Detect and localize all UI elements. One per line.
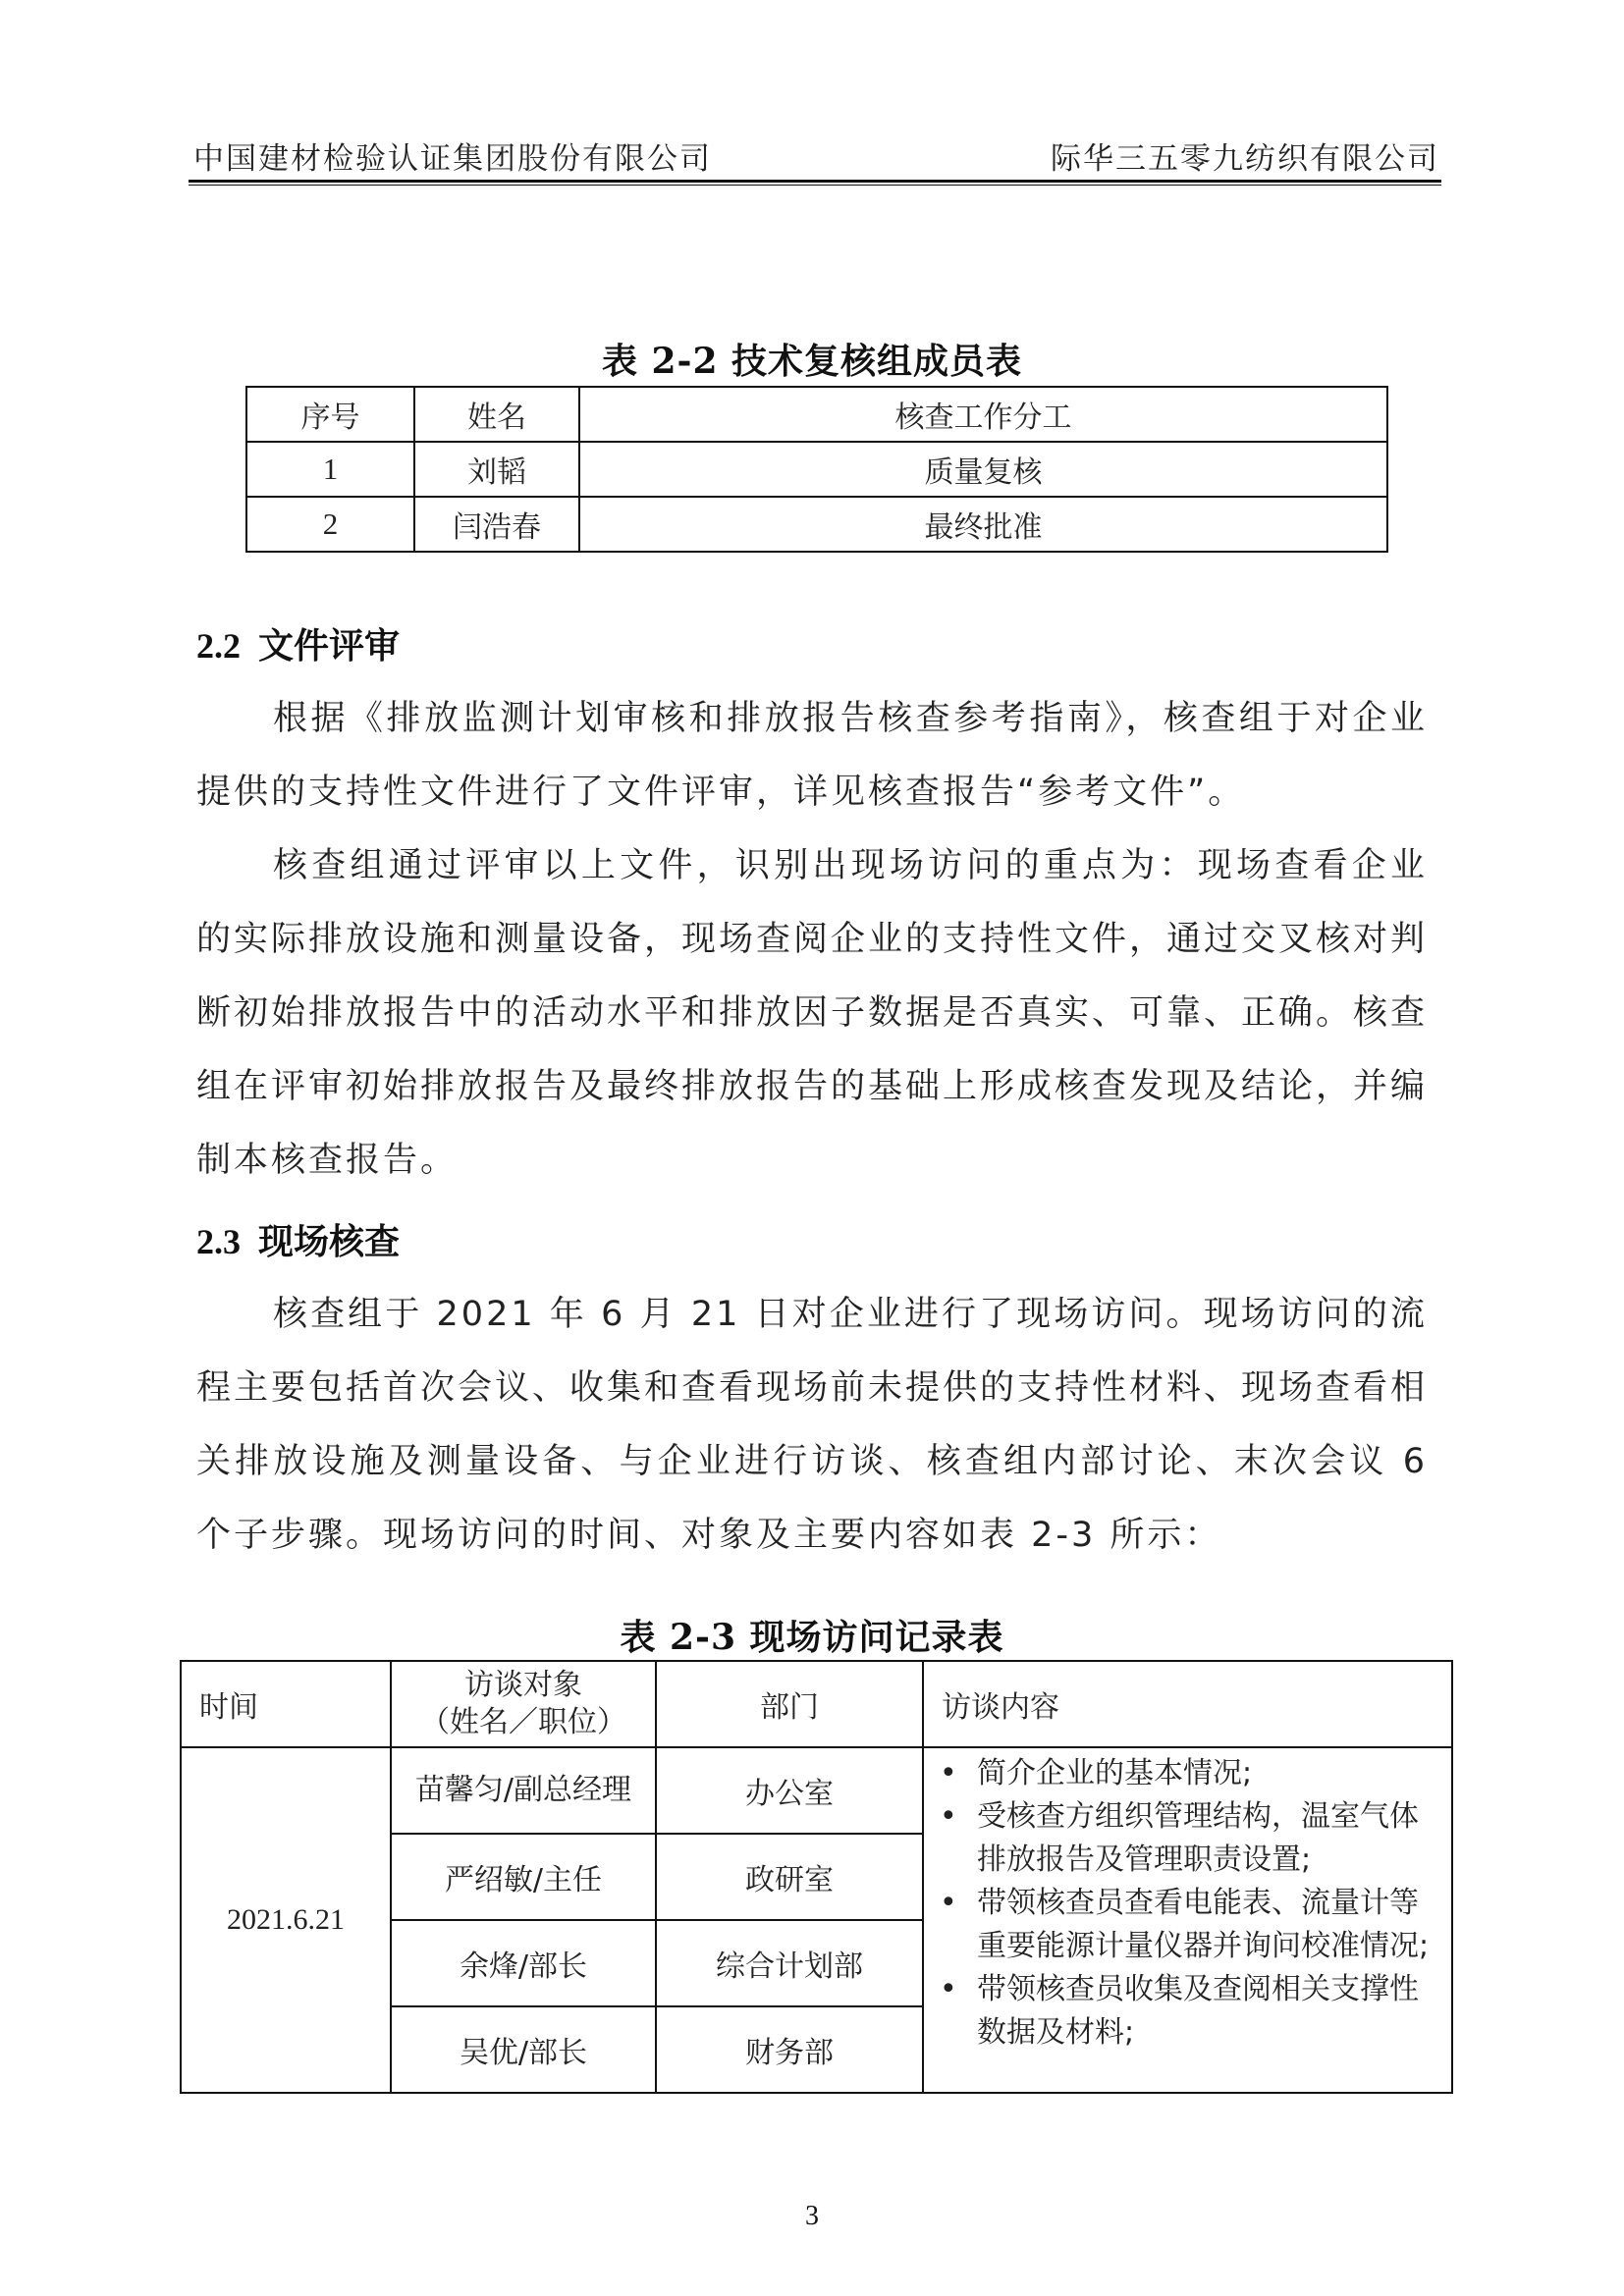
table-header-row	[181, 1661, 1452, 1747]
list-item: • 简介企业的基本情况;	[936, 1752, 1443, 1795]
cell-index: 1	[246, 442, 414, 497]
header-cell-duty: 核查工作分工	[579, 387, 1387, 442]
section-2-2-heading	[196, 618, 400, 668]
header-cell-content: 访谈内容	[923, 1661, 1452, 1747]
section-2-2-paragraph-2: 核查组通过评审以上文件，识别出现场访问的重点为：现场查看企业的实际排放设施和测量设备，现场查阅企业的支持性文件，通过交叉核对判断初始排放报告中的活动水平和排放因子数据是否真实、可靠、正确。核查组在评审初始排放报告及最终排放报告的基础上形成核查发现及结论，并编制本核查报告。	[196, 846, 1429, 1180]
table-row	[246, 442, 1387, 497]
cell-interviewee: 吴优/部长	[391, 2006, 656, 2093]
cell-interviewee: 余烽/部长	[391, 1920, 656, 2006]
table-2-3	[180, 1660, 1453, 2094]
cell-department: 财务部	[656, 2006, 923, 2093]
cell-department: 办公室	[656, 1747, 923, 1834]
list-item: • 受核查方组织管理结构，温室气体排放报告及管理职责设置;	[936, 1795, 1443, 1882]
cell-department: 综合计划部	[656, 1920, 923, 2006]
section-title: 现场核查	[258, 1222, 401, 1262]
cell-name: 闫浩春	[414, 497, 579, 552]
header-company-right: 际华三五零九纺织有限公司	[1051, 141, 1439, 177]
cell-department: 政研室	[656, 1834, 923, 1920]
cell-interview-content	[923, 1747, 1452, 2093]
page-number: 3	[805, 2201, 819, 2231]
table-2-2	[245, 386, 1388, 553]
header-company-left: 中国建材检验认证集团股份有限公司	[193, 141, 712, 177]
list-item: • 带领核查员收集及查阅相关支撑性数据及材料;	[936, 1968, 1443, 2055]
section-2-3-heading	[196, 1214, 400, 1264]
cell-date: 2021.6.21	[181, 1747, 391, 2093]
header-cell-interviewee: 访谈对象 （姓名／职位）	[391, 1661, 656, 1747]
cell-duty: 最终批准	[579, 497, 1387, 552]
cell-name: 刘韬	[414, 442, 579, 497]
table-row	[181, 1747, 1452, 1834]
header-cell-index: 序号	[246, 387, 414, 442]
table-2-2-caption: 表 2-2 技术复核组成员表	[601, 341, 1023, 382]
cell-interviewee: 苗馨匀/副总经理	[391, 1747, 656, 1834]
cell-duty: 质量复核	[579, 442, 1387, 497]
cell-index: 2	[246, 497, 414, 552]
header-divider	[189, 180, 1441, 183]
table-header-row	[246, 387, 1387, 442]
section-2-2-paragraph-1: 根据《排放监测计划审核和排放报告核查参考指南》，核查组于对企业提供的支持性文件进行了文件评审，详见核查报告“参考文件”。	[196, 699, 1428, 812]
section-number: 2.3	[196, 1222, 241, 1261]
header-cell-department: 部门	[656, 1661, 923, 1747]
cell-interviewee: 严绍敏/主任	[391, 1834, 656, 1920]
header-divider-thin	[189, 185, 1441, 186]
table-row	[246, 497, 1387, 552]
section-title: 文件评审	[258, 626, 401, 667]
header-cell-name: 姓名	[414, 387, 579, 442]
header-cell-time: 时间	[181, 1661, 391, 1747]
list-item: • 带领核查员查看电能表、流量计等重要能源计量仪器并询问校准情况;	[936, 1882, 1443, 1968]
interview-content-list	[924, 1752, 1451, 2055]
section-2-3-paragraph-1: 核查组于 2021 年 6 月 21 日对企业进行了现场访问。现场访问的流程主要包括首次会议、收集和查看现场前未提供的支持性材料、现场查看相关排放设施及测量设备、与企业进行访谈、核查组内部讨论、末次会议 6 个子步骤。现场访问的时间、对象及主要内容如表 2-3 所示：	[196, 1295, 1429, 1555]
table-2-3-caption: 表 2-3 现场访问记录表	[620, 1617, 1004, 1658]
section-number: 2.2	[196, 626, 241, 666]
